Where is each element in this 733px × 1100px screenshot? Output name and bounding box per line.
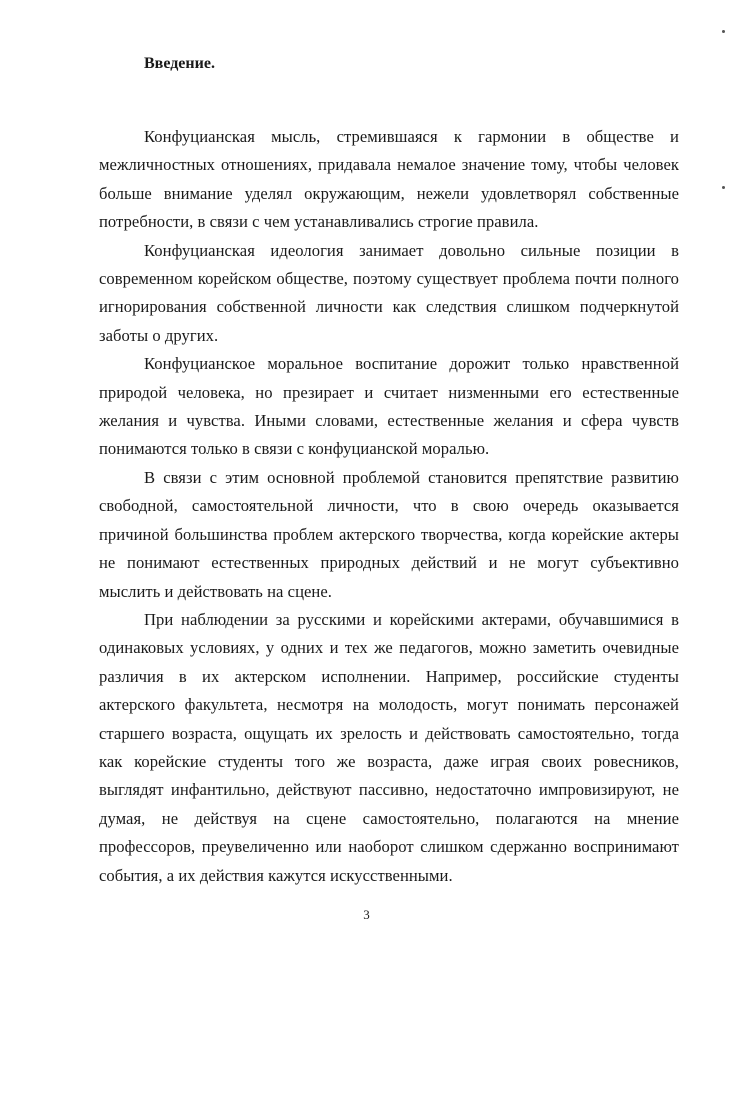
page-number: 3 (363, 907, 370, 922)
paragraph-5: При наблюдении за русскими и корейскими актерами, обучавшимися в одинаковых условиях, у одних и тех же педагогов, можно заметить очевидные различия в их актерском исполнении. Например, российские студенты актерского факультета, несмотря на молодость, могут понимать персонажей старшего возраста, ощущать их зрелость и действовать самостоятельно, тогда как корейские студенты того же возраста, даже играя своих ровесников, выглядят инфантильно, действуют пассивно, недостаточно импровизируют, не думая, не действуя на сцене самостоятельно, полагаются на мнение профессоров, преувеличенно или наоборот слишком сдержанно воспринимают события, а их действия кажутся искусственными. (99, 609, 679, 885)
paragraph-4: В связи с этим основной проблемой становится препятствие развитию свободной, самостоятельной личности, что в свою очередь оказывается причиной большинства проблем актерского творчества, когда корейские актеры не понимают естественных природных действий и не могут субъективно мыслить и действовать на сцене. (99, 467, 679, 601)
section-heading: Введение. (144, 55, 215, 72)
scan-speck (722, 186, 725, 189)
body-text (99, 123, 679, 890)
paragraph-3: Конфуцианское моральное воспитание дорожит только нравственной природой человека, но презирает и считает низменными его естественные желания и чувства. Иными словами, естественные желания и сфера чувств понимаются только в связи с конфуцианской моралью. (99, 354, 679, 459)
paragraph-1: Конфуцианская мысль, стремившаяся к гармонии в обществе и межличностных отношениях, придавала немалое значение тому, чтобы человек больше внимание уделял окружающим, нежели удовлетворял собственные потребности, в связи с чем устанавливались строгие правила. (99, 127, 679, 232)
scan-speck (722, 30, 725, 33)
paragraph-2: Конфуцианская идеология занимает довольно сильные позиции в современном корейском обществе, поэтому существует проблема почти полного игнорирования собственной личности как следствия слишком подчеркнутой заботы о других. (99, 240, 679, 345)
